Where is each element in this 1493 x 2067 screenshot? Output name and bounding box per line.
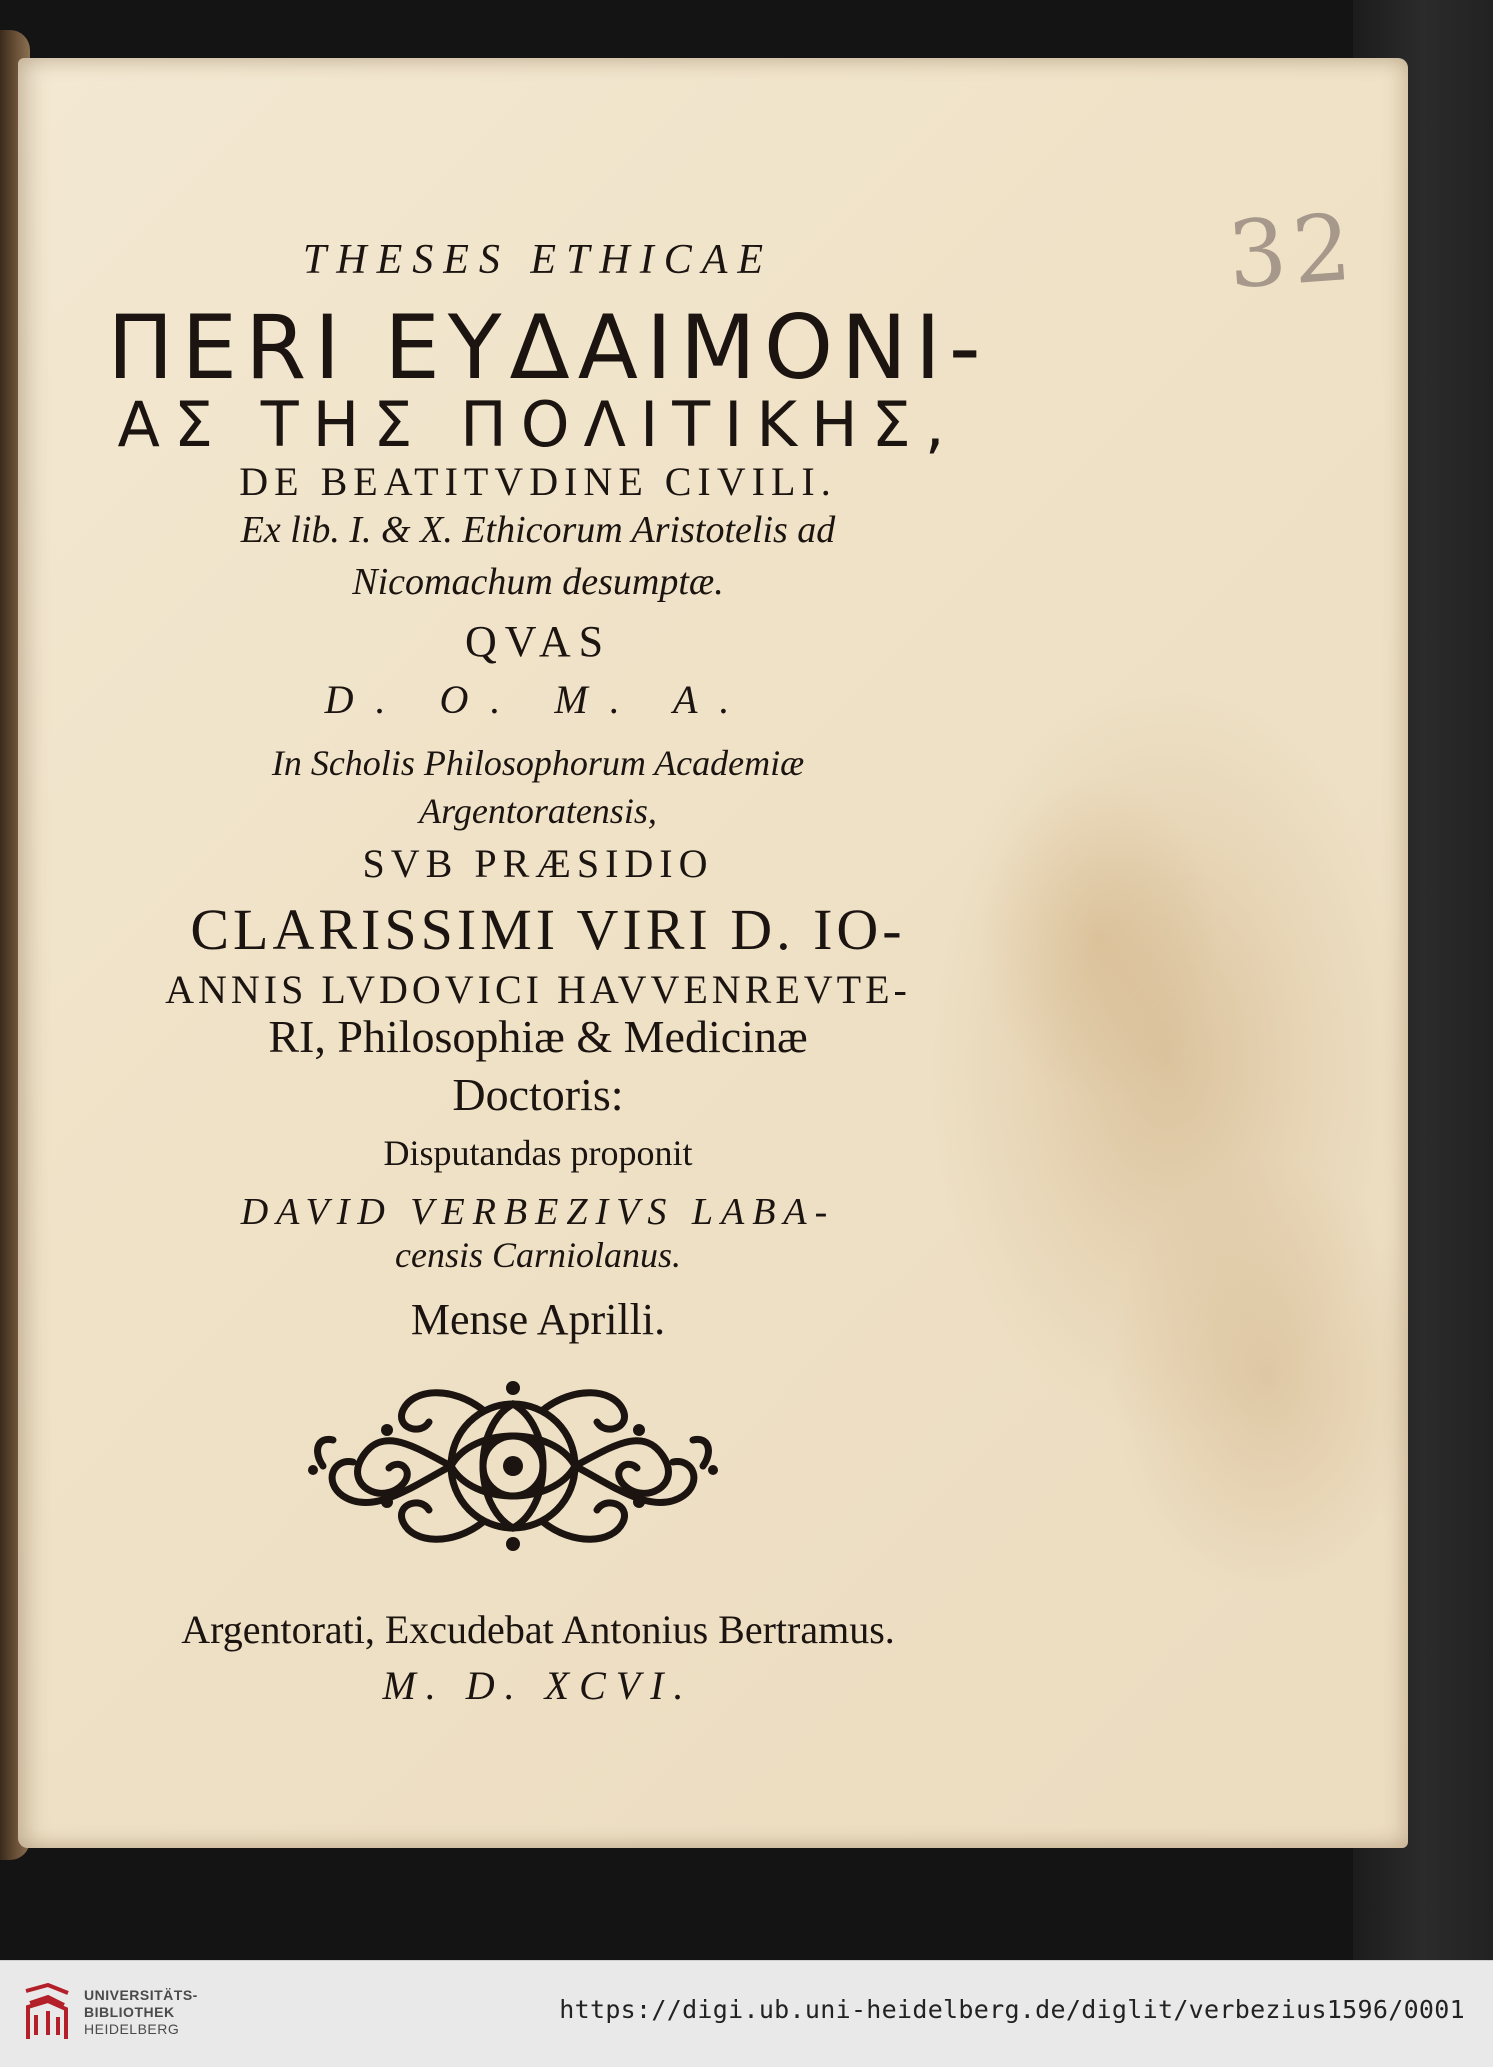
title-line-disputandas: Disputandas proponit bbox=[383, 1133, 693, 1173]
title-line-philosophiae: RI, Philosophiæ & Medicinæ bbox=[268, 1011, 808, 1062]
title-line-theses: THESES ETHICAE bbox=[302, 237, 774, 283]
title-line-mense: Mense Aprilli. bbox=[410, 1295, 666, 1344]
title-line-scholis: In Scholis Philosophorum Academiæ bbox=[271, 743, 805, 783]
handwritten-page-number: 32 bbox=[1224, 193, 1361, 310]
permalink-url[interactable]: https://digi.ub.uni-heidelberg.de/diglit/verbezius1596/0001 bbox=[559, 1995, 1465, 2024]
title-line-doctoris: Doctoris: bbox=[452, 1069, 624, 1120]
imprint-year: M. D. XCVI. bbox=[382, 1663, 694, 1708]
title-line-greek-2: ΑΣ ΤΗΣ ΠΟΛΙΤΙΚΗΣ, bbox=[117, 388, 959, 461]
footer-bar bbox=[0, 1960, 1493, 2067]
title-line-david: DAVID VERBEZIVS LABA- bbox=[240, 1191, 836, 1233]
library-name-line-1: UNIVERSITÄTS- bbox=[84, 1987, 198, 2003]
title-page bbox=[18, 58, 1408, 1848]
title-line-argentoratensis: Argentoratensis, bbox=[419, 791, 657, 831]
title-line-ex-lib: Ex lib. I. & X. Ethicorum Aristotelis ad bbox=[240, 509, 836, 551]
ub-heidelberg-logo-icon[interactable] bbox=[20, 1983, 74, 2043]
fleuron-ornament-icon bbox=[303, 1366, 723, 1566]
title-line-quas: QVAS bbox=[464, 617, 612, 666]
title-line-nicomachum: Nicomachum desumptæ. bbox=[352, 561, 724, 603]
title-line-clarissimi: CLARISSIMI VIRI D. IO- bbox=[190, 897, 906, 962]
title-line-doma: D. O. M. A. bbox=[324, 677, 752, 722]
title-line-de-beatitudine: DE BEATITVDINE CIVILI. bbox=[239, 459, 837, 504]
title-line-sub-praesidio: SVB PRÆSIDIO bbox=[362, 841, 714, 886]
library-name[interactable] bbox=[84, 1987, 198, 2038]
library-name-line-2: BIBLIOTHEK bbox=[84, 2004, 175, 2020]
library-name-line-3: HEIDELBERG bbox=[84, 2021, 180, 2037]
title-line-carniolanus: censis Carniolanus. bbox=[394, 1235, 681, 1275]
imprint-line: Argentorati, Excudebat Antonius Bertramus. bbox=[181, 1607, 895, 1652]
title-line-greek-1: ΠΕRΙ ΕΥΔΑΙΜΟΝΙ- bbox=[107, 296, 989, 399]
title-line-annis: ANNIS LVDOVICI HAVVENREVTE- bbox=[165, 967, 911, 1012]
